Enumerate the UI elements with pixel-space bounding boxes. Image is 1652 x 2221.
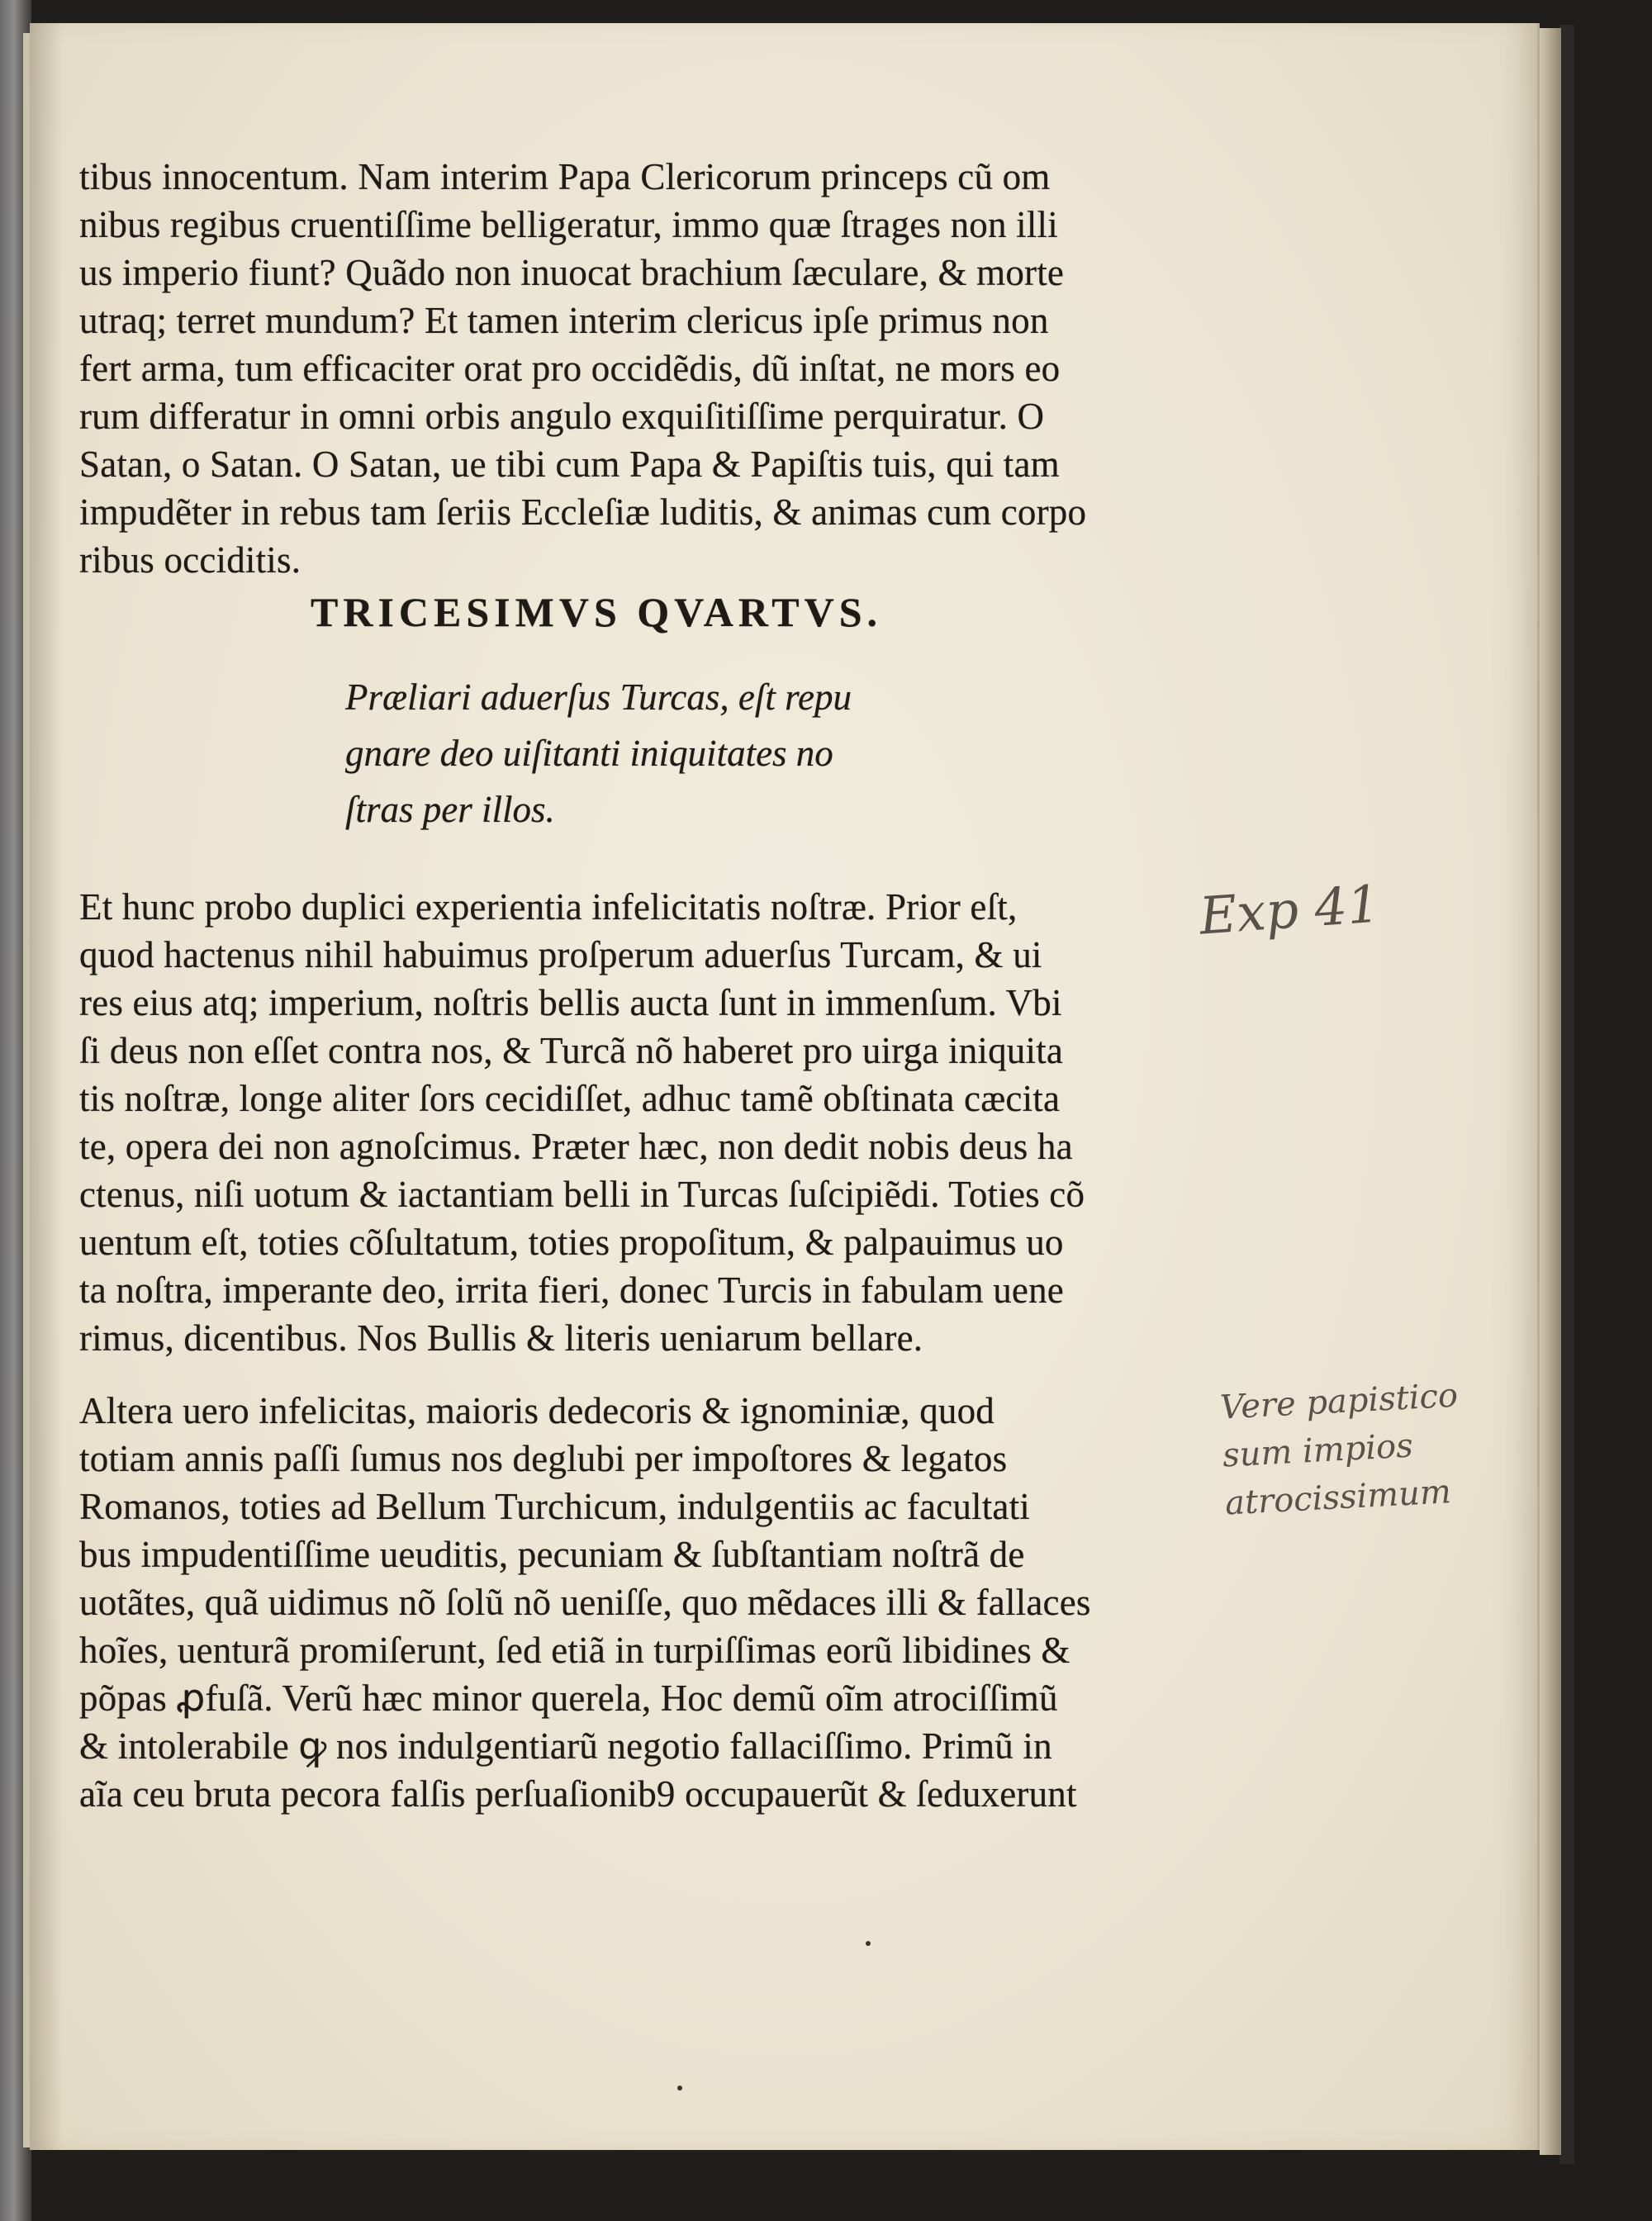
text-line: tibus innocentum. Nam interim Papa Clericorum princeps cũ om (79, 156, 1051, 197)
text-line: tis noſtræ, longe aliter ſors cecidiſſet, adhuc tamẽ obſtinata cæcita (79, 1078, 1061, 1119)
text-line: ctenus, niſi uotum & iactantiam belli in Turcas ſuſcipiẽdi. Toties cõ (79, 1174, 1085, 1215)
text-line: bus impudentiſſime ueuditis, pecuniam & ſubſtantiam noſtrã de (79, 1534, 1025, 1575)
ink-speck (866, 1941, 871, 1946)
text-line: us imperio fiunt? Quãdo non inuocat brachium ſæculare, & morte (79, 252, 1065, 293)
text-line: uotãtes, quã uidimus nõ ſolũ nõ ueniſſe, quo mẽdaces illi & fallaces (79, 1582, 1091, 1623)
text-line: & intolerabile ꝙ nos indulgentiarũ negotio fallaciſſimo. Primũ in (79, 1725, 1052, 1767)
text-line: ſi deus non eſſet contra nos, & Turcã nõ haberet pro uirga iniquita (79, 1030, 1064, 1071)
page-stack-edges (1540, 28, 1561, 2155)
annotation-line: atrocissimum (1224, 1473, 1452, 1523)
text-line: aĩa ceu bruta pecora falſis perſuaſionib9 occupauerũt & ſeduxerunt (79, 1773, 1077, 1815)
gutter-shade (30, 23, 63, 2150)
text-line: quod hactenus nihil habuimus proſperum aduerſus Turcam, & ui (79, 934, 1042, 975)
thesis-line: Præliari aduerſus Turcas, eſt repu (345, 676, 852, 718)
marginal-annotation-block (1219, 1372, 1464, 1528)
text-line: rimus, dicentibus. Nos Bullis & literis ueniarum bellare. (79, 1317, 923, 1359)
annotation-line: Vere papistico (1218, 1376, 1460, 1427)
marginal-annotation: Exp 41 (1197, 873, 1382, 947)
text-line: impudẽter in rebus tam ſeriis Eccleſiæ luditis, & animas cum corpo (79, 491, 1087, 533)
text-line: res eius atq; imperium, noſtris bellis aucta ſunt in immenſum. Vbi (79, 982, 1062, 1023)
text-line: Et hunc probo duplici experientia infelicitatis noſtræ. Prior eſt, (79, 886, 1018, 928)
text-line: hoĩes, uenturã promiſerunt, ſed etiã in turpiſſimas eorũ libidines & (79, 1630, 1070, 1671)
text-line: te, opera dei non agnoſcimus. Præter hæc, non dedit nobis deus ha (79, 1126, 1073, 1167)
text-line: totiam annis paſſi ſumus nos deglubi per impoſtores & legatos (79, 1438, 1008, 1479)
text-line: Altera uero infelicitas, maioris dedecoris & ignominiæ, quod (79, 1390, 995, 1431)
text-line: Satan, o Satan. O Satan, ue tibi cum Papa & Papiſtis tuis, qui tam (79, 444, 1060, 485)
page-shadow (1559, 25, 1574, 2164)
text-line: utraq; terret mundum? Et tamen interim clericus ipſe primus non (79, 300, 1049, 341)
text-line: nibus regibus cruentiſſime belligeratur, immo quæ ſtrages non illi (79, 204, 1058, 245)
section-heading: TRICESIMVS QVARTVS. (311, 589, 883, 635)
text-line: fert arma, tum efficaciter orat pro occidẽdis, dũ inſtat, ne mors eo (79, 348, 1061, 389)
thesis-line: gnare deo uiſitanti iniquitates no (345, 733, 833, 774)
thesis-line: ſtras per illos. (345, 789, 555, 830)
annotation-line: sum impios (1221, 1426, 1414, 1475)
text-line: Romanos, toties ad Bellum Turchicum, indulgentiis ac facultati (79, 1486, 1031, 1527)
text-line: põpas ꝓfuſã. Verũ hæc minor querela, Hoc demũ oĩm atrociſſimũ (79, 1678, 1058, 1719)
text-line: uentum eſt, toties cõſultatum, toties propoſitum, & palpauimus uo (79, 1222, 1064, 1263)
text-line: ribus occiditis. (79, 539, 301, 581)
ink-speck (677, 2086, 682, 2090)
text-line: ta noſtra, imperante deo, irrita fieri, donec Turcis in fabulam uene (79, 1269, 1064, 1311)
text-line: rum differatur in omni orbis angulo exquiſitiſſime perquiratur. O (79, 396, 1045, 437)
